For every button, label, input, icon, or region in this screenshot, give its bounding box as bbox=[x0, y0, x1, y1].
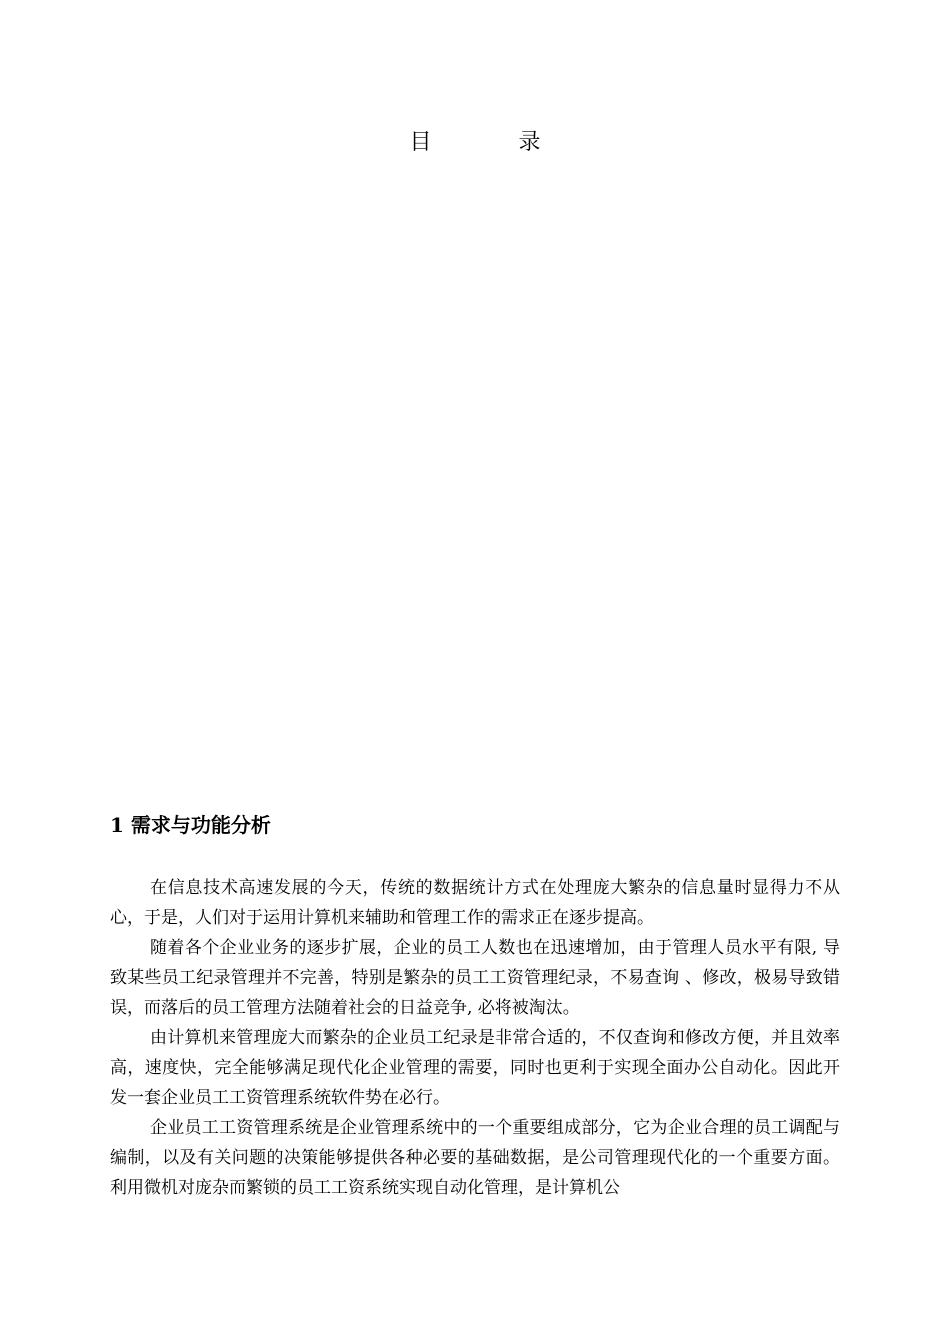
paragraph: 由计算机来管理庞大而繁杂的企业员工纪录是非常合适的，不仅查询和修改方便，并且效率高，速度快，完全能够满足现代化企业管理的需要，同时也更利于实现全面办公自动化。因此开发一套企业员工工资管理系统软件势在必行。 bbox=[110, 1028, 840, 1108]
paragraph: 在信息技术高速发展的今天，传统的数据统计方式在处理庞大繁杂的信息量时显得力不从心，于是，人们对于运用计算机来辅助和管理工作的需求正在逐步提高。 bbox=[110, 878, 840, 928]
section-heading: 1 需求与功能分析 bbox=[110, 813, 271, 837]
paragraph: 随着各个企业业务的逐步扩展，企业的员工人数也在迅速增加，由于管理人员水平有限, 导致某些员工纪录管理并不完善，特别是繁杂的员工工资管理纪录，不易查询 、修改，极易导致错误，而落后的员工管理方法随着社会的日益竞争, 必将被淘汰。 bbox=[110, 938, 840, 1018]
toc-title: 目 录 bbox=[409, 130, 581, 155]
body-text bbox=[110, 873, 840, 1203]
paragraph: 企业员工工资管理系统是企业管理系统中的一个重要组成部分，它为企业合理的员工调配与编制，以及有关问题的决策能够提供各种必要的基础数据，是公司管理现代化的一个重要方面。利用微机对庞杂而繁锁的员工工资系统实现自动化管理，是计算机公 bbox=[110, 1118, 840, 1198]
